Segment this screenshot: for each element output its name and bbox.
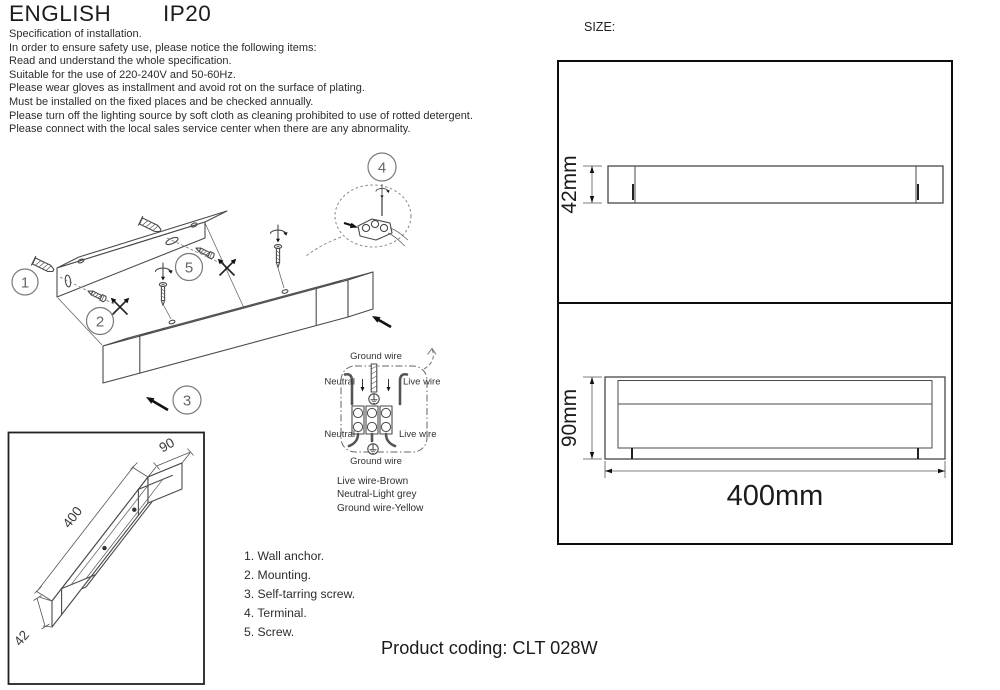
ip-rating: IP20 — [163, 1, 212, 26]
fixture-body — [103, 272, 373, 383]
up-arrow-curve — [424, 349, 433, 369]
callout-2 — [87, 308, 114, 335]
callout-5-number: 5 — [184, 259, 194, 277]
spec-line: Read and understand the whole specification. — [9, 55, 232, 68]
parts-list-item: 4. Terminal. — [244, 606, 307, 620]
callout-4-number: 4 — [377, 159, 387, 177]
ground-wire-label-top: Ground wire — [350, 351, 402, 362]
product-coding: Product coding: CLT 028W — [381, 638, 598, 658]
wire-legend-neutral: Neutral-Light grey — [337, 489, 417, 500]
terminal-detail-bubble — [305, 184, 411, 257]
iso-height-label: 42 — [10, 627, 33, 649]
spec-line: Please connect with the local sales service center when there are any abnormality. — [9, 123, 411, 136]
spec-line: In order to ensure safety use, please notice the following items: — [9, 41, 317, 54]
parts-list-item: 1. Wall anchor. — [244, 549, 325, 563]
direction-arrow — [146, 397, 168, 410]
side-height-dimension: 90mm — [558, 388, 581, 448]
callout-5 — [176, 254, 203, 281]
neutral-label-top: Neutral — [324, 376, 355, 388]
iso-width-label: 90 — [156, 434, 178, 456]
live-wire-label-top: Live wire — [403, 376, 441, 388]
screwdriver-cross-icon — [218, 259, 236, 276]
front-view-drawing — [558, 155, 943, 213]
language-title: ENGLISH — [9, 1, 112, 26]
spec-line: Specification of installation. — [9, 28, 142, 40]
parts-list-item: 3. Self-tarring screw. — [244, 587, 356, 601]
front-height-dimension: 42mm — [558, 155, 581, 214]
spec-line: Suitable for the use of 220-240V and 50-60Hz. — [9, 68, 236, 81]
spec-line: Please wear gloves as installment and avoid rot on the surface of plating. — [9, 82, 365, 95]
screwdriver-cross-icon — [111, 298, 129, 315]
iso-dimension-box — [9, 433, 205, 685]
self-tapping-screw-icon — [159, 283, 166, 306]
size-panel-title: SIZE: — [584, 20, 616, 34]
parts-list — [244, 547, 355, 642]
earth-symbol-bottom — [368, 444, 378, 454]
live-wire-label-bottom: Live wire — [399, 429, 437, 440]
ground-wire-label-bottom: Ground wire — [350, 456, 402, 467]
length-dimension: 400mm — [726, 480, 824, 512]
mounting-screw-icon — [87, 288, 107, 302]
iso-length-label: 400 — [59, 503, 86, 531]
terminal-block — [352, 406, 392, 434]
callout-3 — [173, 386, 201, 414]
parts-list-item: 5. Screw. — [244, 625, 295, 639]
self-tapping-screw-icon — [274, 245, 281, 268]
callout-2-number: 2 — [95, 313, 105, 331]
earth-symbol-top — [369, 394, 379, 404]
callout-1 — [12, 269, 38, 295]
spec-line: Must be installed on the fixed places and be checked annually. — [9, 95, 314, 108]
callout-3-number: 3 — [182, 392, 192, 410]
wire-legend-live: Live wire-Brown — [337, 476, 409, 487]
parts-list-item: 2. Mounting. — [244, 568, 312, 582]
wall-anchor-icon — [31, 256, 55, 274]
callout-1-number: 1 — [20, 274, 30, 292]
direction-arrow — [372, 316, 391, 327]
callout-4 — [368, 153, 396, 181]
wall-anchor-icon — [138, 216, 162, 234]
wiring-diagram — [324, 349, 440, 468]
neutral-label-bottom: Neutral — [324, 429, 355, 440]
wire-legend-ground: Ground wire-Yellow — [337, 503, 424, 514]
rotate-screw-icon — [271, 225, 288, 243]
rotate-screw-icon — [156, 263, 173, 281]
size-panel — [558, 61, 952, 544]
top-view-drawing — [558, 377, 945, 512]
specification-text — [9, 28, 473, 137]
spec-line: Please turn off the lighting source by soft cloth as cleaning prohibited to use of rotted detergent. — [9, 109, 473, 122]
